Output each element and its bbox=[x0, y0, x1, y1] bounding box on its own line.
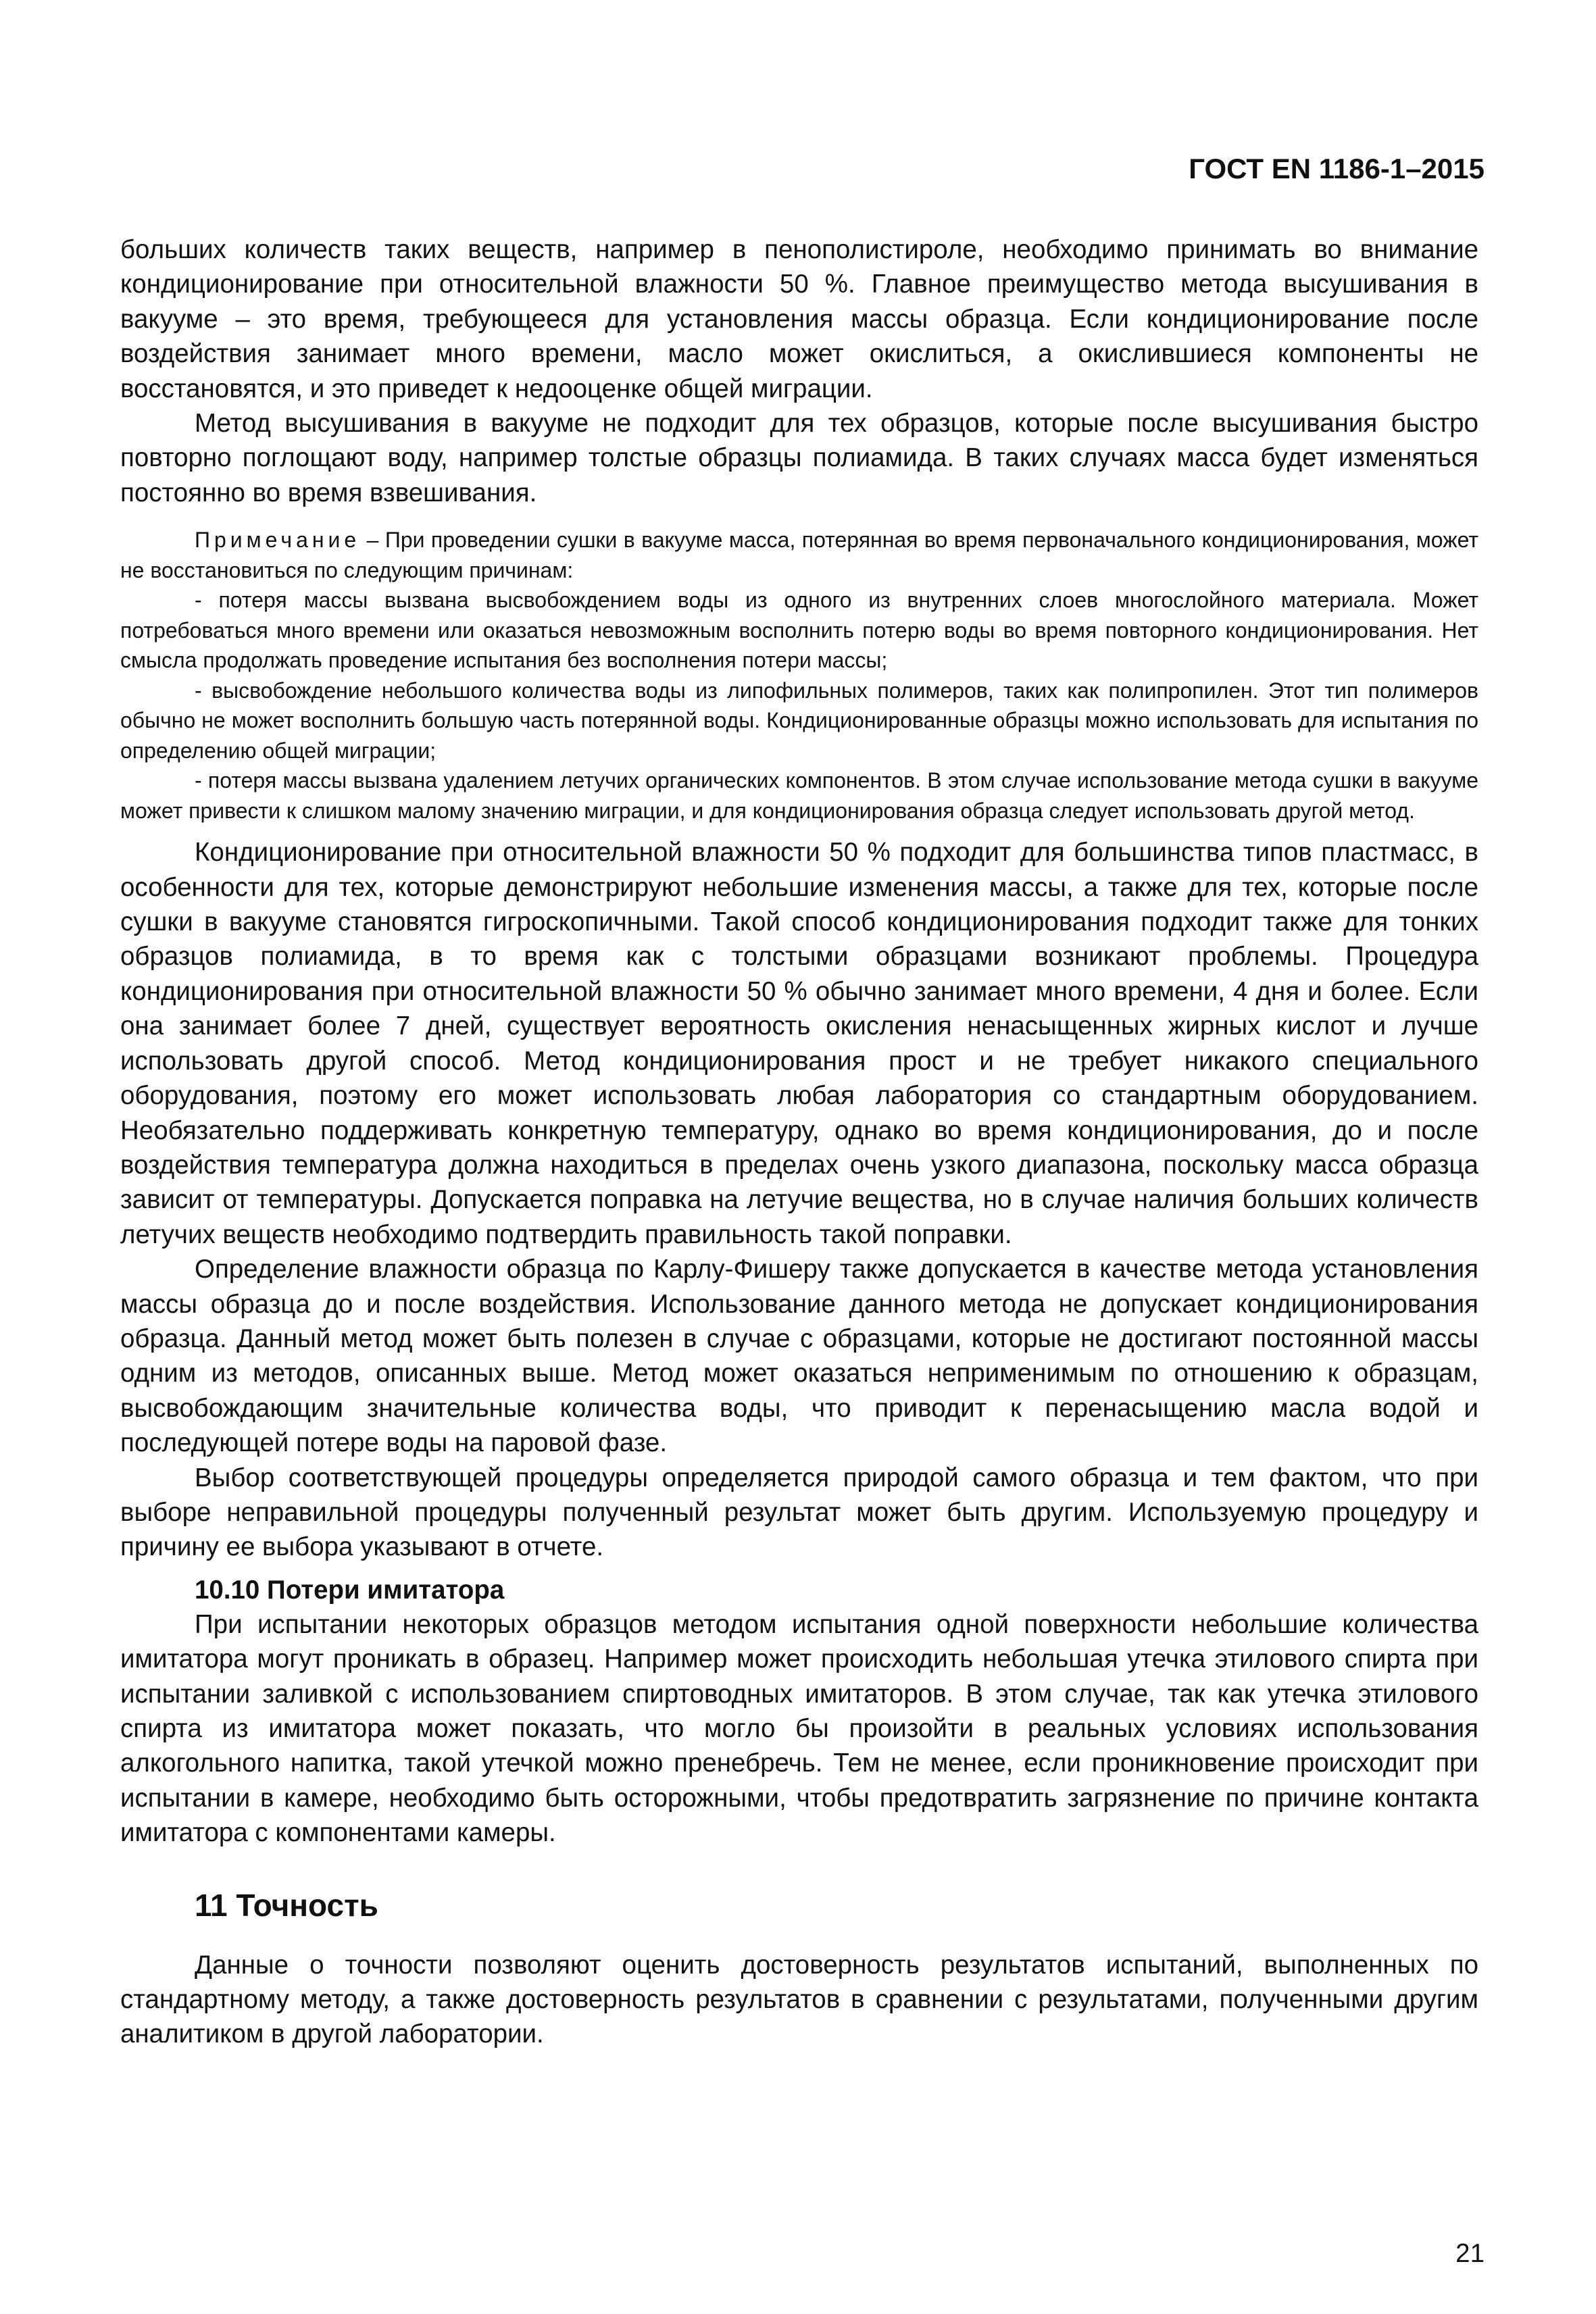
note-block bbox=[120, 525, 1478, 826]
paragraph-continuation: больших количеств таких веществ, например в пенополистироле, необходимо принимать во внимание кондиционирование при относительной влажности 50 %. Главное преимущество метода высушивания в вакууме – это время, требующееся для установления массы образца. Если кондиционирование после воздействия занимает много времени, масло может окислиться, а окислившиеся компоненты не восстановятся, и это приведет к недооценке общей миграции. bbox=[120, 235, 1478, 403]
standard-header: ГОСТ EN 1186-1–2015 bbox=[1189, 153, 1485, 184]
paragraph-precision: Данные о точности позволяют оценить достоверность результатов испытаний, выполненных по стандартному методу, а также достоверность результатов в сравнении с результатами, полученными другим аналитиком в другой лаборатории. bbox=[120, 1950, 1478, 2049]
note-item: - высвобождение небольшого количества воды из липофильных полимеров, таких как полипропилен. Этот тип полимеров обычно не может восполнить большую часть потерянной воды. Кондиционированные образцы можно использовать для испытания по определению общей миграции; bbox=[120, 678, 1478, 763]
note-label: Примечание bbox=[195, 528, 361, 553]
note-intro bbox=[120, 525, 1478, 585]
section-heading: 11 Точность bbox=[195, 1887, 378, 1923]
note-item: - потеря массы вызвана высвобождением воды из одного из внутренних слоев многослойного материала. Может потребоваться много времени или оказаться невозможным восполнить потерю воды во время повторного кондиционирования. Нет смысла продолжать проведение испытания без восполнения потери массы; bbox=[120, 588, 1478, 673]
paragraph-karl-fischer: Определение влажности образца по Карлу-Фишеру также допускается в качестве метода установления массы образца до и после воздействия. Использование данного метода не допускает кондиционирования образца. Данный метод может быть полезен в случае с образцами, которые не достигают постоянной массы одним из методов, описанных выше. Метод может оказаться неприменимым по отношению к образцам, высвобождающим значительные количества воды, что приводит к перенасыщению масла водой и последующей потере воды на паровой фазе. bbox=[120, 1255, 1478, 1458]
paragraph-vacuum-drying: Метод высушивания в вакууме не подходит для тех образцов, которые после высушивания быстро повторно поглощают воду, например толстые образцы полиамида. В таких случаях масса будет изменяться постоянно во время взвешивания. bbox=[120, 409, 1478, 507]
note-intro-text: – При проведении сушки в вакууме масса, потерянная во время первоначального кондиционирования, может не восстановиться по следующим причинам: bbox=[120, 528, 1478, 582]
subsection-heading: 10.10 Потери имитатора bbox=[195, 1575, 505, 1605]
paragraph-humidity-conditioning: Кондиционирование при относительной влажности 50 % подходит для большинства типов пластмасс, в особенности для тех, которые демонстрируют небольшие изменения массы, а также для тех, которые после сушки в вакууме становятся гигроскопичными. Такой способ кондиционирования подходит также для тонких образцов полиамида, в то время как с толстыми образцами возникают проблемы. Процедура кондиционирования при относительной влажности 50 % обычно занимает много времени, 4 дня и более. Если она занимает более 7 дней, существует вероятность окисления ненасыщенных жирных кислот и лучше использовать другой способ. Метод кондиционирования прост и не требует никакого специального оборудования, поэтому его может использовать любая лаборатория со стандартным оборудованием. Необязательно поддерживать конкретную температуру, однако во время кондиционирования, до и после воздействия температура должна находиться в пределах очень узкого диапазона, поскольку масса образца зависит от температуры. Допускается поправка на летучие вещества, но в случае наличия больших количеств летучих веществ необходимо подтвердить правильность такой поправки. bbox=[120, 838, 1478, 1249]
page-content bbox=[120, 232, 1478, 2052]
note-item: - потеря массы вызвана удалением летучих органических компонентов. В этом случае использование метода сушки в вакууме может привести к слишком малому значению миграции, и для кондиционирования образца следует использовать другой метод. bbox=[120, 768, 1478, 823]
paragraph-simulant-losses: При испытании некоторых образцов методом испытания одной поверхности небольшие количества имитатора могут проникать в образец. Например может происходить небольшая утечка этилового спирта при испытании заливкой с использованием спиртоводных имитаторов. В этом случае, так как утечка этилового спирта из имитатора может показать, что могло бы произойти в реальных условиях использования алкогольного напитка, такой утечкой можно пренебречь. Тем не менее, если проникновение происходит при испытании в камере, необходимо быть осторожными, чтобы предотвратить загрязнение по причине контакта имитатора с компонентами камеры. bbox=[120, 1609, 1478, 1848]
paragraph-procedure-choice: Выбор соответствующей процедуры определяется природой самого образца и тем фактом, что при выборе неправильной процедуры полученный результат может быть другим. Используемую процедуру и причину ее выбора указывают в отчете. bbox=[120, 1463, 1478, 1562]
page-number: 21 bbox=[1455, 2239, 1485, 2268]
